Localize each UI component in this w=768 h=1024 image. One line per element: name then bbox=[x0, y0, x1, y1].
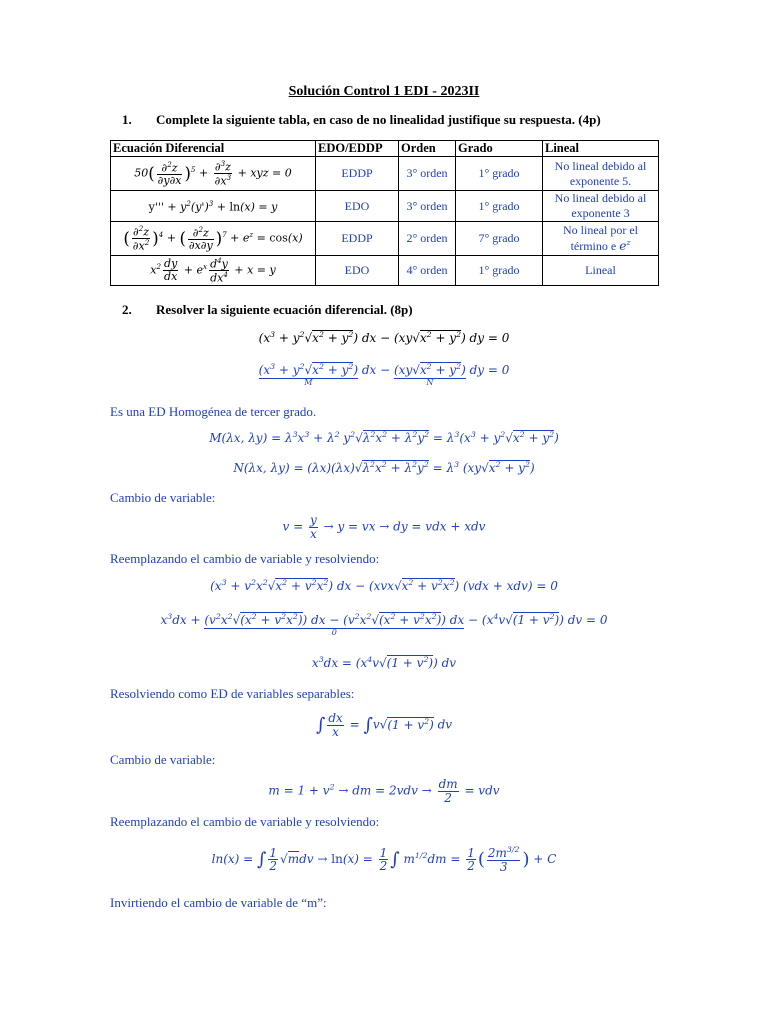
paragraph: Cambio de variable: bbox=[110, 752, 216, 767]
linear-cell: Lineal bbox=[543, 256, 659, 286]
equation-simplified: $x^3dx = (x^4v√(1 + v^2))$ dv bbox=[311, 655, 457, 670]
paragraph: Resolviendo como ED de variables separables: bbox=[110, 686, 355, 701]
brace-zero: $(v^2x^2√(x^2 + v^2x^2))$ dx − $(v^2x^2√(x^2 + v^2x^2))$ dx 0 bbox=[204, 612, 465, 637]
header-linear: Lineal bbox=[543, 141, 659, 157]
equation-result: ln(x) = ∫ $\frac{1}{2}$ √mdv → ln(x) = $\frac{1}{2}$ ∫ $m^{1/2}dm$ = $\frac{1}{2}$ ( $\frac{2m^{3/2}}{3}$ ) + C bbox=[211, 845, 557, 874]
header-type: EDO/EDDP bbox=[316, 141, 399, 157]
question-text: Resolver la siguiente ecuación diferencial. (8p) bbox=[156, 302, 413, 317]
table-row bbox=[111, 191, 659, 222]
type-cell: EDDP bbox=[316, 157, 399, 191]
linear-cell bbox=[543, 222, 659, 256]
degree-cell: 1° grado bbox=[456, 157, 543, 191]
equation-substitution-m: $m = 1 + v^2$ → dm = 2vdv → $\frac{dm}{2}$ = vdv bbox=[268, 777, 500, 805]
equation-braced: $(x^3 + y^2√x^2 + y^2)$ M dx − $(xy√x^2 + y^2)$ N dy = 0 bbox=[258, 362, 510, 387]
linear-cell-text: No lineal por el término e bbox=[563, 223, 638, 253]
header-equation: Ecuación Diferencial bbox=[111, 141, 316, 157]
header-degree: Grado bbox=[456, 141, 543, 157]
paragraph: Reemplazando el cambio de variable y resolviendo: bbox=[110, 814, 380, 829]
type-cell: EDO bbox=[316, 191, 399, 222]
question-text: Complete la siguiente tabla, en caso de no linealidad justifique su respuesta. (4p) bbox=[156, 112, 601, 127]
exponent-term: $e^z$ bbox=[619, 238, 631, 253]
order-cell: 3° orden bbox=[399, 191, 456, 222]
order-cell: 3° orden bbox=[399, 157, 456, 191]
linear-cell: No lineal debido al exponente 5. bbox=[543, 157, 659, 191]
linear-cell: No lineal debido al exponente 3 bbox=[543, 191, 659, 222]
table-row bbox=[111, 222, 659, 256]
paragraph: Cambio de variable: bbox=[110, 490, 216, 505]
brace-m: $(x^3 + y^2√x^2 + y^2)$ M bbox=[258, 362, 359, 387]
table-row bbox=[111, 157, 659, 191]
equations-table bbox=[110, 140, 659, 286]
type-cell: EDO bbox=[316, 256, 399, 286]
degree-cell: 1° grado bbox=[456, 191, 543, 222]
question-number: 2. bbox=[122, 302, 132, 317]
table-row bbox=[111, 256, 659, 286]
table-header-row bbox=[111, 141, 659, 157]
paragraph: Reemplazando el cambio de variable y resolviendo: bbox=[110, 551, 380, 566]
equation-original: $(x^3 + y^2√x^2 + y^2)$ dx − $(xy√x^2 + y^2)$ dy = 0 bbox=[258, 330, 510, 345]
header-order: Orden bbox=[399, 141, 456, 157]
order-cell: 4° orden bbox=[399, 256, 456, 286]
equation-replaced: $(x^3 + v^2x^2√x^2 + v^2x^2)$ dx − $(xvx√x^2 + v^2x^2) (vdx + xdv) = 0$ bbox=[210, 578, 558, 593]
paragraph: Es una ED Homogénea de tercer grado. bbox=[110, 404, 317, 419]
paragraph: Invirtiendo el cambio de variable de “m”: bbox=[110, 895, 327, 910]
type-cell: EDDP bbox=[316, 222, 399, 256]
brace-n: $(xy√x^2 + y^2)$ N bbox=[394, 362, 466, 387]
equation-substitution: v = $\frac{y}{x}$ → y = vx → dy = vdx + xdv bbox=[282, 513, 486, 541]
degree-cell: 1° grado bbox=[456, 256, 543, 286]
equation-cell: $x^2$ $\frac{dy}{dx}$ + $e^x$ $\frac{d^4y}{dx^4}$ + x = y bbox=[111, 256, 316, 286]
equation-integral: ∫ $\frac{dx}{x}$ = $\int v√(1 + v^2)$ dv bbox=[315, 711, 453, 739]
question-number: 1. bbox=[122, 112, 132, 127]
order-cell: 2° orden bbox=[399, 222, 456, 256]
equation-cell: 50( $\frac{\partial^2z}{\partial y\partial x}$ )$^5$ + $\frac{\partial^3z}{\partial x^3}$ + xyz = 0 bbox=[111, 157, 316, 191]
equation-cell: $y''' + y^2(y')^3 + \ln(x) = y$ bbox=[111, 191, 316, 222]
equation-cell: ( $\frac{\partial^2z}{\partial x^2}$ )$^4$ + ( $\frac{\partial^2z}{\partial x\partial y}$ )$^7 + e^z = \cos(x)$ bbox=[111, 222, 316, 256]
equation-m-homogeneous: M(λx, $\lambda y) = \lambda^3x^3 + \lambda^2$ $y^2√\lambda^2x^2 + \lambda^2y^2 = \lambda^3(x^3 + y^2√x^2 + y^2)$ bbox=[209, 430, 559, 445]
equation-expanded: $x^3dx + (v^2x^2√(x^2 + v^2x^2))$ dx − $(v^2x^2√(x^2 + v^2x^2))$ dx 0 − $(x^4v√(1 + v^2))$ dv = 0 bbox=[160, 612, 608, 637]
degree-cell: 7° grado bbox=[456, 222, 543, 256]
page-title: Solución Control 1 EDI - 2023II bbox=[288, 84, 480, 99]
equation-n-homogeneous: N(λx, $\lambda y) = (\lambda x)(\lambda x)√\lambda^2x^2 + \lambda^2y^2 = \lambda^3$ $(xy√x^2 + y^2)$ bbox=[233, 460, 535, 475]
